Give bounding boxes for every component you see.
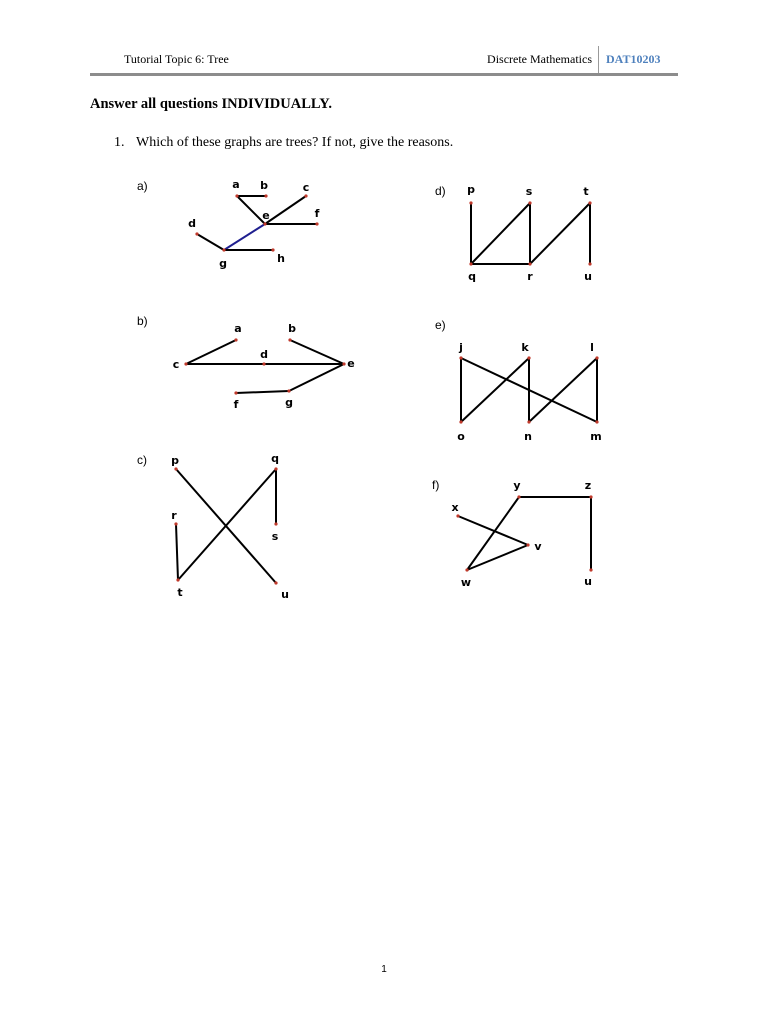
vertex-label-e-o: o (457, 430, 465, 443)
vertex-c-t (176, 578, 179, 581)
vertex-e-n (527, 420, 530, 423)
vertex-d-t (588, 201, 591, 204)
graph-b (137, 314, 355, 411)
edge-a-d-g (197, 234, 224, 250)
graph-e (435, 318, 602, 443)
vertex-label-f-v: v (534, 540, 542, 553)
vertex-e-l (595, 356, 598, 359)
header-course: Discrete Mathematics (487, 52, 592, 66)
edge-c-r-t (176, 524, 178, 580)
edge-b-c-a (186, 340, 236, 364)
vertex-label-d-u: u (584, 270, 592, 283)
vertex-label-b-a: a (234, 322, 242, 335)
vertex-b-a (234, 338, 237, 341)
vertex-label-c-p: p (171, 454, 179, 467)
vertex-label-c-t: t (177, 586, 183, 599)
vertex-label-e-n: n (524, 430, 532, 443)
vertex-label-a-e: e (262, 209, 270, 222)
edge-b-f-g (236, 391, 289, 393)
edge-e-o-k (461, 358, 529, 422)
vertex-label-a-h: h (277, 252, 285, 265)
vertex-c-r (174, 522, 177, 525)
vertex-label-a-g: g (219, 257, 227, 270)
vertex-label-f-x: x (451, 501, 459, 514)
vertex-e-j (459, 356, 462, 359)
vertex-c-q (274, 467, 277, 470)
question-number: 1. (114, 135, 125, 150)
vertex-label-d-q: q (468, 270, 476, 283)
vertex-label-b-g: g (285, 396, 293, 409)
vertex-a-h (271, 248, 274, 251)
vertex-e-m (595, 420, 598, 423)
vertex-label-f-y: y (513, 479, 521, 492)
vertex-c-u (274, 581, 277, 584)
vertex-label-f-w: w (460, 576, 472, 589)
graph-b-label: b) (137, 314, 148, 328)
header-topic: Tutorial Topic 6: Tree (124, 52, 229, 66)
vertex-d-p (469, 201, 472, 204)
vertex-label-b-c: c (172, 358, 180, 371)
graph-d (435, 183, 592, 283)
vertex-label-a-d: d (188, 217, 196, 230)
vertex-label-d-s: s (525, 185, 533, 198)
vertex-label-c-q: q (271, 452, 279, 465)
edge-d-q-s (471, 203, 530, 264)
instruction: Answer all questions INDIVIDUALLY. (90, 96, 332, 112)
vertex-c-p (174, 467, 177, 470)
edge-d-r-t (530, 203, 590, 264)
header-code: DAT10203 (606, 52, 661, 66)
graph-f-label: f) (432, 478, 440, 492)
edge-f-x-v (458, 516, 528, 545)
edge-b-e-g (289, 364, 344, 391)
vertex-label-a-f: f (314, 207, 320, 220)
vertex-b-g (287, 389, 290, 392)
vertex-a-b (264, 194, 267, 197)
vertex-label-d-t: t (583, 185, 589, 198)
graph-c (137, 452, 289, 601)
vertex-a-e (263, 222, 266, 225)
vertex-e-k (527, 356, 530, 359)
vertex-label-e-j: j (459, 341, 463, 354)
vertex-label-f-u: u (584, 575, 592, 588)
vertex-f-u (589, 568, 592, 571)
vertex-label-a-a: a (232, 178, 240, 191)
vertex-a-f (315, 222, 318, 225)
edge-a-e-c (265, 196, 306, 224)
vertex-label-c-u: u (281, 588, 289, 601)
vertex-f-y (517, 495, 520, 498)
page-number: 1 (381, 964, 387, 975)
vertex-label-e-m: m (590, 430, 602, 443)
vertex-b-d (262, 362, 265, 365)
vertex-d-q (469, 262, 472, 265)
vertex-f-w (465, 568, 468, 571)
vertex-a-d (195, 232, 198, 235)
vertex-label-d-p: p (467, 183, 475, 196)
graph-a (137, 178, 320, 270)
edge-b-b-e (290, 340, 344, 364)
vertex-label-e-k: k (521, 341, 529, 354)
vertex-a-c (304, 194, 307, 197)
edge-c-q-t (178, 469, 276, 580)
question-text: Which of these graphs are trees? If not, give the reasons. (136, 135, 454, 150)
vertex-c-s (274, 522, 277, 525)
vertex-label-b-b: b (288, 322, 296, 335)
vertex-f-x (456, 514, 459, 517)
vertex-label-b-d: d (260, 348, 268, 361)
vertex-b-c (184, 362, 187, 365)
vertex-b-e (342, 362, 345, 365)
graph-c-label: c) (137, 453, 147, 467)
graph-f (432, 478, 593, 589)
vertex-label-d-r: r (527, 270, 533, 283)
vertex-a-g (222, 248, 225, 251)
vertex-label-e-l: l (590, 341, 594, 354)
vertex-d-r (528, 262, 531, 265)
edge-a-e-g (224, 224, 265, 250)
graph-e-label: e) (435, 318, 446, 332)
vertex-a-a (235, 194, 238, 197)
edge-e-n-l (529, 358, 597, 422)
vertex-label-c-s: s (271, 530, 279, 543)
vertex-f-z (589, 495, 592, 498)
vertex-label-a-c: c (302, 181, 310, 194)
vertex-label-b-f: f (233, 398, 239, 411)
graph-d-label: d) (435, 184, 446, 198)
vertex-label-b-e: e (347, 357, 355, 370)
vertex-e-o (459, 420, 462, 423)
vertex-b-b (288, 338, 291, 341)
edge-a-a-e (237, 196, 265, 224)
vertex-label-f-z: z (584, 479, 592, 492)
graph-a-label: a) (137, 179, 148, 193)
vertex-label-a-b: b (260, 179, 268, 192)
vertex-d-s (528, 201, 531, 204)
vertex-d-u (588, 262, 591, 265)
vertex-label-c-r: r (171, 509, 177, 522)
vertex-f-v (526, 543, 529, 546)
vertex-b-f (234, 391, 237, 394)
